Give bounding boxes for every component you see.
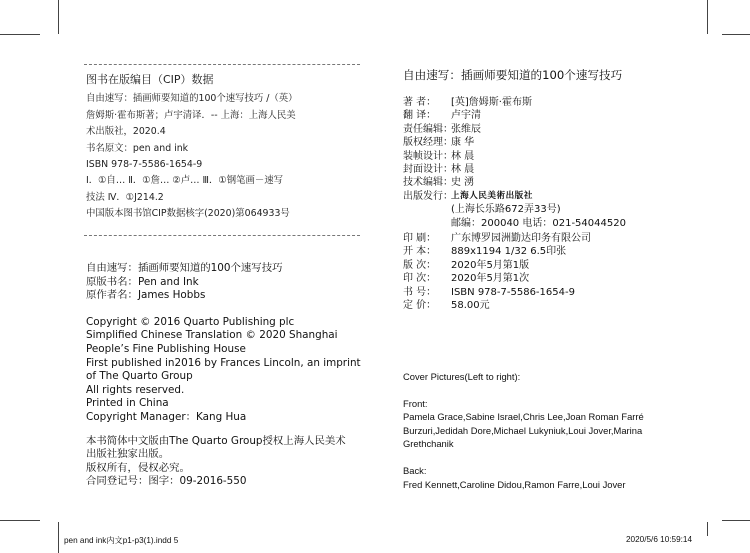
copyright-line: Printed in China	[86, 397, 169, 410]
credit-value: [英]詹姆斯·霍布斯	[451, 97, 532, 108]
crop-mark	[722, 520, 750, 521]
credit-label: 翻 译：	[403, 110, 437, 122]
credit-value: 康 华	[451, 137, 475, 149]
original-author-line: 原作者名：James Hobbs	[86, 289, 206, 302]
crop-mark	[707, 522, 708, 536]
spec-row	[403, 245, 626, 258]
credit-row	[403, 163, 626, 176]
cip-line: 书名原文：pen and ink	[86, 142, 189, 154]
credit-label: 装帧设计：	[403, 150, 453, 162]
original-title-line: 原版书名：Pen and Ink	[86, 275, 199, 288]
crop-mark	[0, 34, 40, 35]
spec-value: ISBN 978-7-5586-1654-9	[451, 286, 575, 298]
credit-value: 史 湧	[451, 177, 475, 189]
credit-label: 版权经理：	[403, 137, 453, 149]
spec-value: 2020年5月第1次	[451, 273, 530, 285]
publisher-address: (上海长乐路672弄33号)	[451, 204, 561, 216]
copyright-line: Simplified Chinese Translation © 2020 Shanghai	[86, 329, 338, 342]
credit-label: 封面设计：	[403, 164, 453, 176]
copyright-line: First published in2016 by Frances Lincoln, an imprint	[86, 356, 361, 369]
spec-row	[403, 272, 626, 285]
spec-label: 定 价：	[403, 300, 437, 312]
spec-label: 开 本：	[403, 246, 437, 258]
copyright-line: of The Quarto Group	[86, 370, 193, 383]
spec-row	[403, 232, 626, 245]
spec-row	[403, 286, 626, 299]
publisher-contact: 邮编：200040 电话：021-54044520	[451, 217, 626, 229]
slug-filename: pen and ink内文p1-p3(1).indd 5	[64, 536, 179, 545]
spec-label: 印 次：	[403, 273, 437, 285]
credit-value: 林 晨	[451, 150, 475, 162]
credit-row	[403, 109, 626, 122]
license-line: 合同登记号：图字：09-2016-550	[86, 475, 247, 488]
credit-label: 技术编辑：	[403, 177, 453, 189]
cip-line: 中国版本图书馆CIP数据核字(2020)第064933号	[86, 208, 290, 220]
cip-bottom-rule	[84, 235, 360, 236]
spec-label: 印 刷：	[403, 233, 437, 245]
spec-value: 2020年5月第1版	[451, 259, 530, 271]
crop-mark	[707, 0, 708, 34]
credit-value: 张维辰	[451, 123, 481, 135]
slug-datetime: 2020/5/6 10:59:14	[626, 535, 693, 544]
cip-block	[86, 72, 298, 223]
credit-row	[403, 176, 626, 189]
book-title: 自由速写：插画师要知道的100个速写技巧	[403, 68, 623, 82]
license-line: 本书简体中文版由The Quarto Group授权上海人民美术	[86, 434, 346, 447]
publisher-logo: 上海人民美術出版社	[451, 190, 533, 201]
cover-credits	[403, 370, 673, 491]
crop-mark	[722, 34, 750, 35]
back-label: Back:	[403, 464, 427, 476]
back-names: Fred Kennett,Caroline Didou,Ramon Farre,Loui Jover	[403, 478, 626, 490]
copyright-line: Copyright © 2016 Quarto Publishing plc	[86, 315, 295, 328]
credit-label: 出版发行：	[403, 190, 453, 202]
credit-row	[403, 190, 626, 203]
front-label: Front:	[403, 397, 428, 409]
copyright-block	[86, 262, 361, 489]
spec-row	[403, 299, 626, 312]
credit-row	[403, 96, 626, 109]
credit-label: 著 者：	[403, 97, 437, 108]
spec-label: 版 次：	[403, 259, 437, 271]
crop-mark	[0, 520, 40, 521]
cip-top-rule	[84, 64, 360, 65]
spec-value: 58.00元	[451, 300, 490, 312]
copyright-line: All rights reserved.	[86, 383, 185, 396]
cover-heading: Cover Pictures(Left to right):	[403, 371, 521, 382]
cip-line: Ⅰ．①自… Ⅱ．①詹… ②卢… Ⅲ．①钢笔画－速写	[86, 175, 284, 187]
cip-line: 技法 Ⅳ．①J214.2	[86, 191, 164, 203]
copyright-line: Copyright Manager：Kang Hua	[86, 410, 247, 423]
cip-line: 詹姆斯·霍布斯著；卢宇清译．-- 上海：上海人民美	[86, 109, 296, 121]
copyright-line: People’s Fine Publishing House	[86, 342, 246, 355]
cip-line: 自由速写：插画师要知道的100个速写技巧 /（英）	[86, 93, 298, 105]
credits-block	[403, 96, 626, 313]
cip-line: ISBN 978-7-5586-1654-9	[86, 159, 203, 171]
license-line: 出版社独家出版。	[86, 448, 170, 461]
credit-value: 林 晨	[451, 164, 475, 176]
credit-row	[403, 150, 626, 163]
cip-line: 术出版社，2020.4	[86, 126, 166, 138]
book-title-line: 自由速写：插画师要知道的100个速写技巧	[86, 262, 283, 274]
spec-row	[403, 259, 626, 272]
spec-label: 书 号：	[403, 286, 437, 298]
credit-value: 卢宇清	[451, 110, 481, 122]
spec-value: 889x1194 1/32 6.5印张	[451, 246, 567, 258]
spec-value: 广东博罗园洲勤达印务有限公司	[451, 233, 591, 245]
credit-row	[403, 136, 626, 149]
credit-label: 责任编辑：	[403, 123, 453, 135]
front-names: Pamela Grace,Sabine Israel,Chris Lee,Joan Roman Farré Burzuri,Jedidah Dore,Michael Lukyniuk,Loui Jover,Marina Grethchanik	[403, 411, 644, 450]
crop-mark	[58, 522, 59, 553]
credit-row	[403, 123, 626, 136]
license-line: 版权所有，侵权必究。	[86, 461, 190, 474]
cip-title: 图书在版编目（CIP）数据	[86, 73, 214, 86]
crop-mark	[58, 0, 59, 34]
